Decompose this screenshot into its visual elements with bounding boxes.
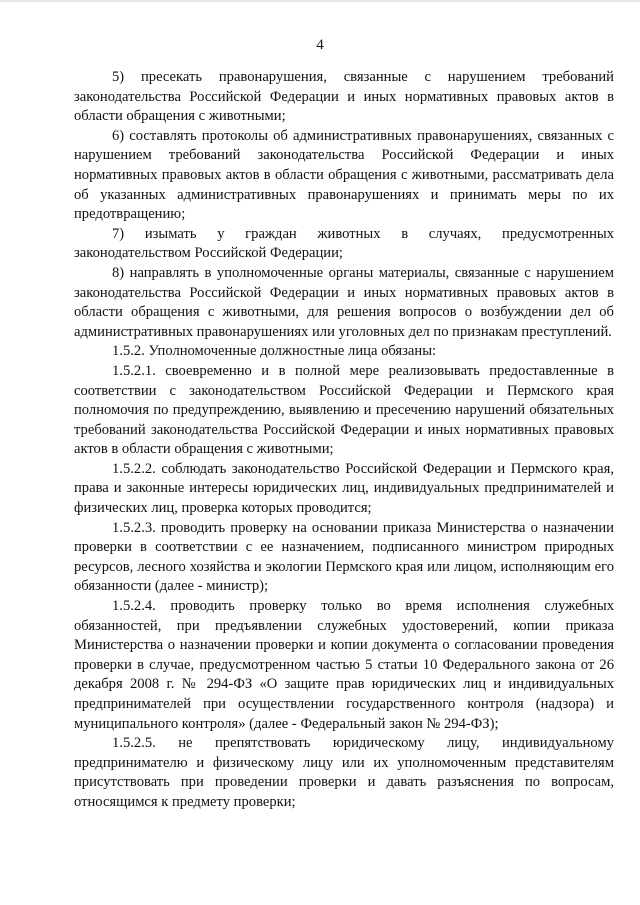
paragraph-1-5-2-3: 1.5.2.3. проводить проверку на основании приказа Министерства о назначении проверки в соответствии с ее назначением, подписанного министром природных ресурсов, лесного хозяйства и экологии Пермского края или лицом, исполняющим его обязанности (далее - министр);: [74, 519, 614, 595]
paragraph-item-7: 7) изымать у граждан животных в случаях, предусмотренных законодательством Российской Федерации;: [74, 225, 614, 262]
paragraph-item-5: 5) пресекать правонарушения, связанные с нарушением требований законодательства Российской Федерации и иных нормативных правовых актов в области обращения с животными;: [74, 69, 614, 125]
paragraph-1-5-2-1: 1.5.2.1. своевременно и в полной мере реализовывать предоставленные в соответствии с законодательством Российской Федерации и Пермского края полномочия по предупреждению, выявлению и пресечению нарушений обязательных требований законодательства Российской Федерации и иных нормативных правовых актов в области обращения с животными;: [74, 362, 614, 458]
paragraph-1-5-2-5: 1.5.2.5. не препятствовать юридическому лицу, индивидуальному предпринимателю и физическому лицу или их уполномоченным представителям присутствовать при проведении проверки и давать разъяснения по вопросам, относящимся к предмету проверки;: [74, 735, 614, 810]
paragraph-item-8: 8) направлять в уполномоченные органы материалы, связанные с нарушением законодательства Российской Федерации и иных нормативных правовых актов в области обращения с животными, для решения вопросов о возбуждении дел об административных правонарушениях или уголовных дел по признакам преступлений.: [74, 264, 614, 340]
page-top-edge: [0, 0, 640, 2]
page-number: 4: [316, 37, 324, 53]
paragraph-section-1-5-2: 1.5.2. Уполномоченные должностные лица обязаны:: [112, 343, 437, 360]
document-body: [74, 68, 614, 813]
paragraph-1-5-2-2: 1.5.2.2. соблюдать законодательство Российской Федерации и Пермского края, права и законные интересы юридических лиц, индивидуальных предпринимателей и физических лиц, проверка которых проводится;: [74, 460, 614, 517]
paragraph-item-6: 6) составлять протоколы об административных правонарушениях, связанных с нарушением требований законодательства Российской Федерации и иных нормативных правовых актов в области обращения с животными, рассматривать дела об указанных административных правонарушениях и принимать меры по их предотвращению;: [74, 127, 614, 223]
paragraph-1-5-2-4: 1.5.2.4. проводить проверку только во время исполнения служебных обязанностей, при предъявлении служебных удостоверений, копии приказа Министерства о назначении проверки и копии документа о согласовании проведения проверки в случае, предусмотренном частью 5 статьи 10 Федерального закона от 26 декабря 2008 г. № 294-ФЗ «О защите прав юридических лиц и индивидуальных предпринимателей при осуществлении государственного контроля (надзора) и муниципального контроля» (далее - Федеральный закон № 294-ФЗ);: [74, 598, 614, 732]
